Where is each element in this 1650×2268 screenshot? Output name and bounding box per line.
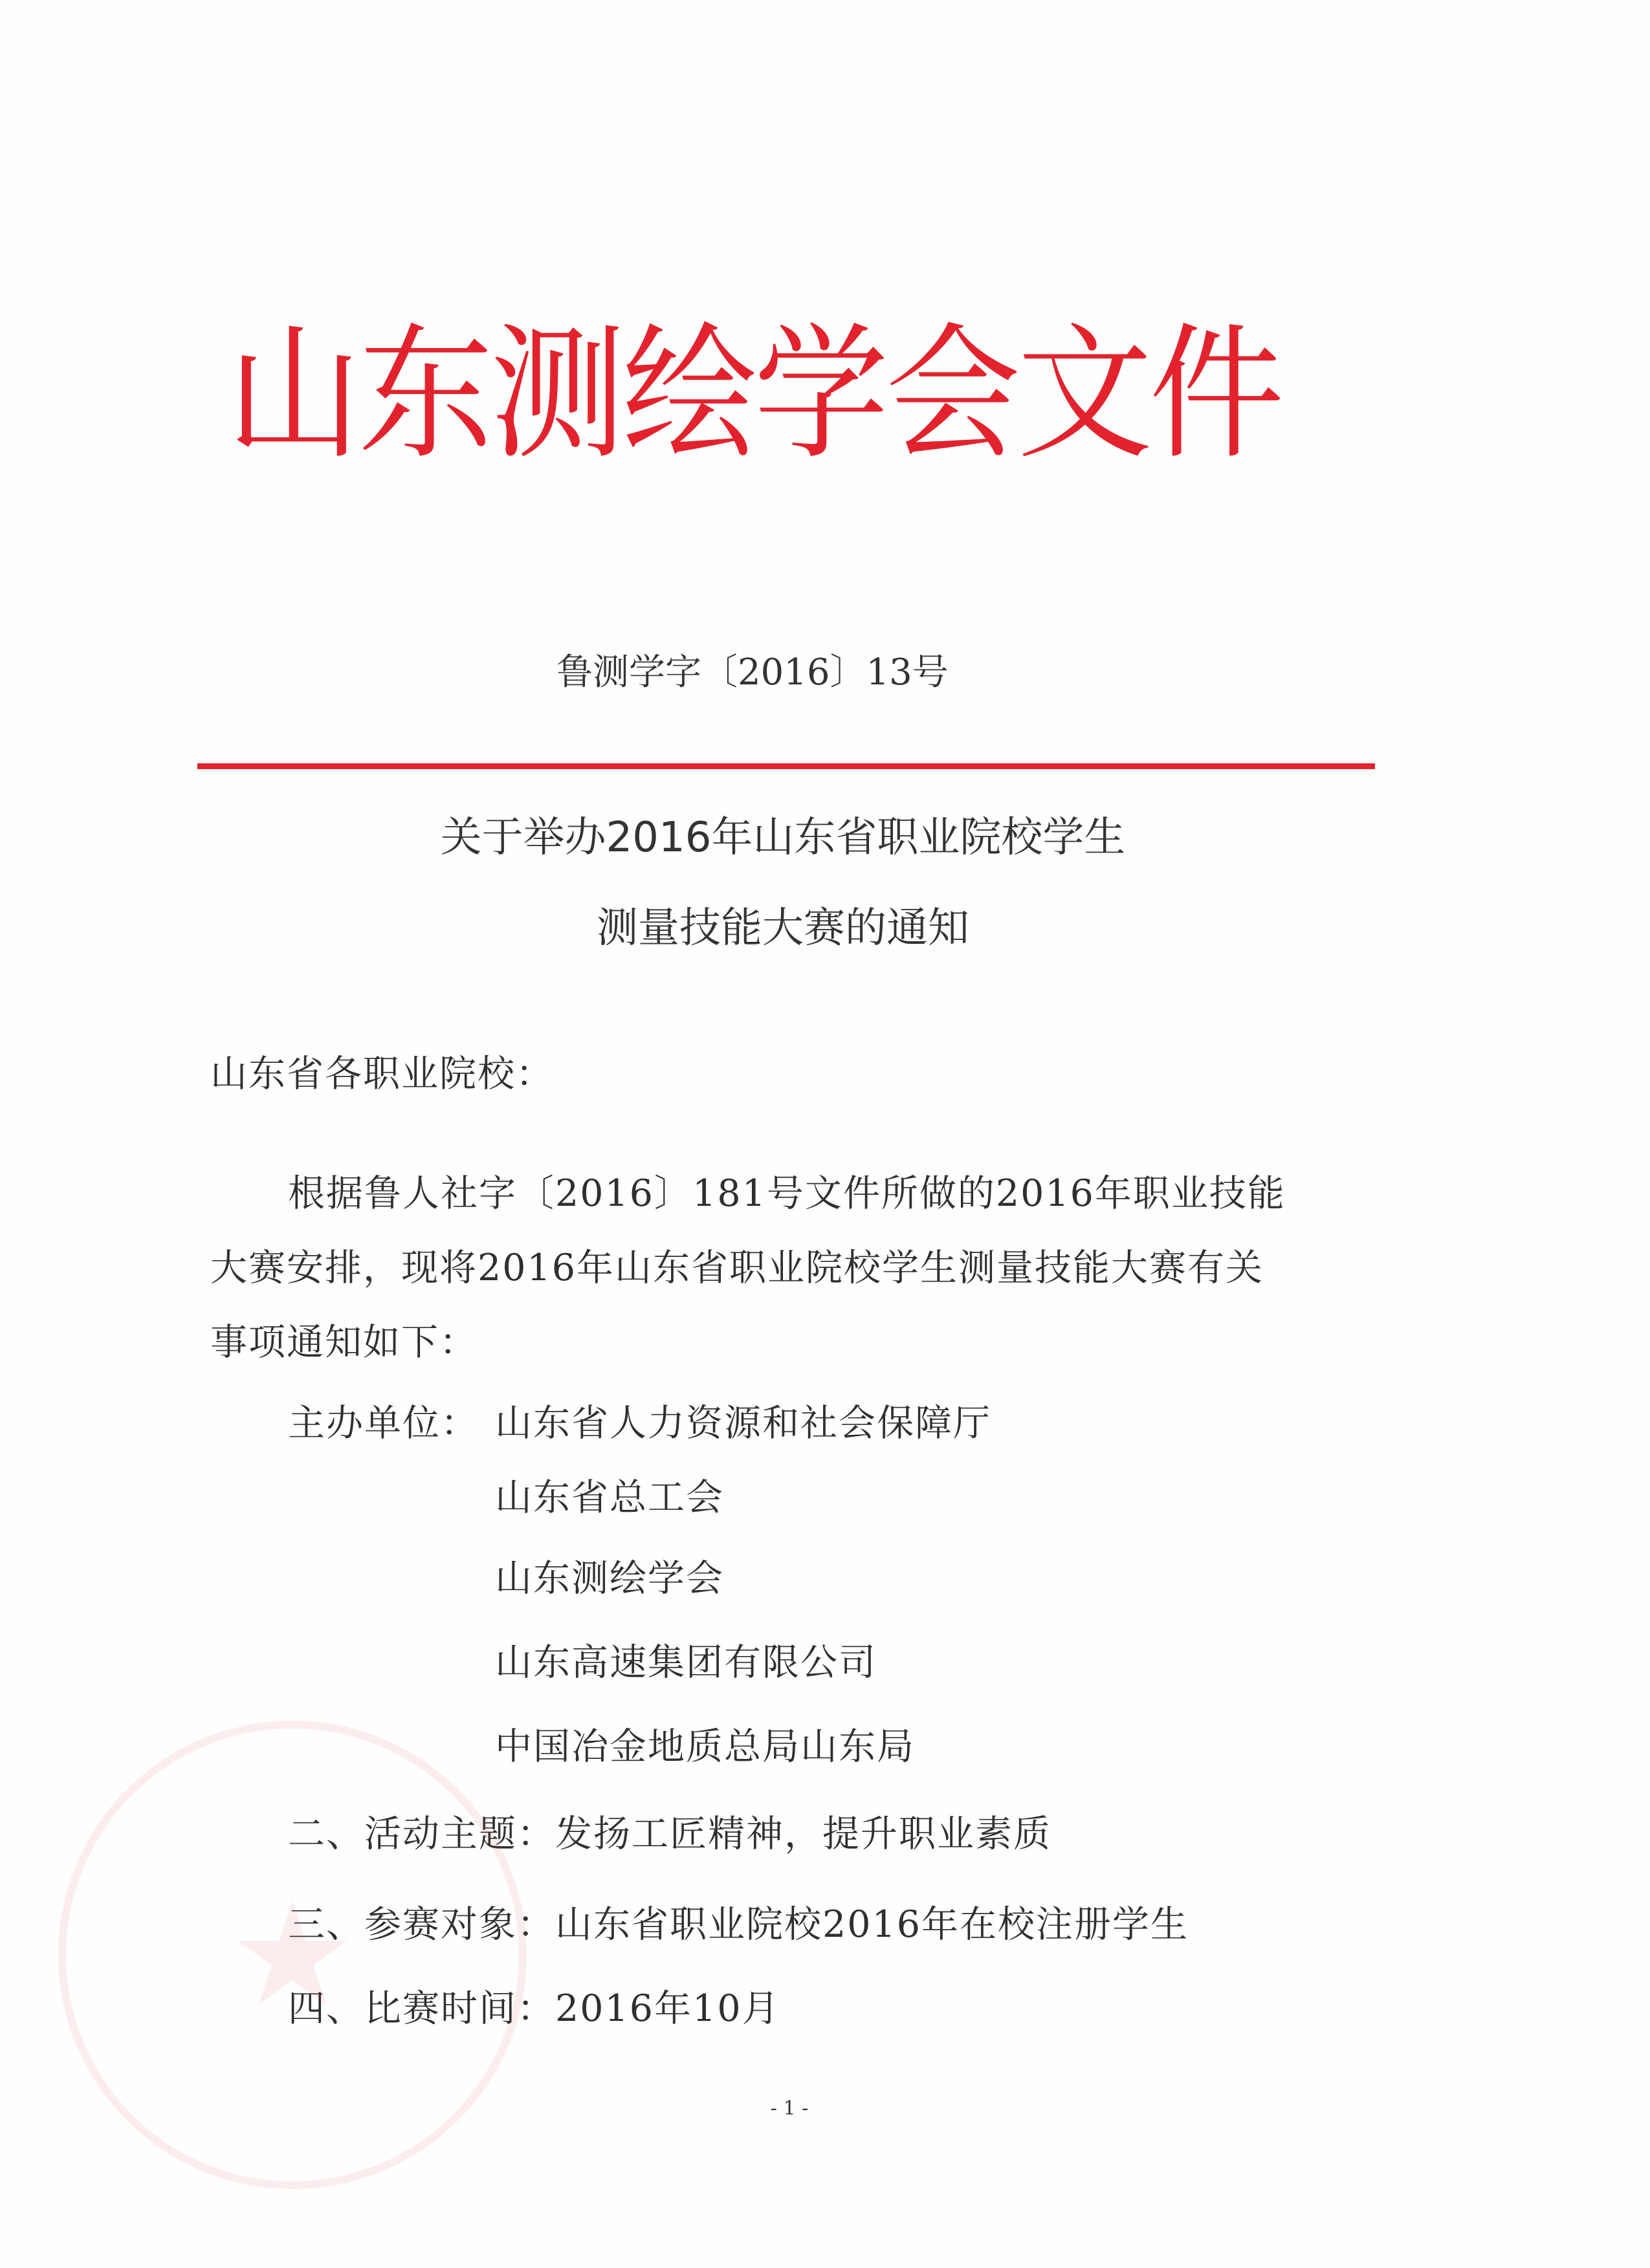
- page-number: - 1 -: [770, 2097, 809, 2120]
- document-header-title: 山东测绘学会文件: [226, 310, 1281, 479]
- section-participants: 三、参赛对象：山东省职业院校2016年在校注册学生: [288, 1903, 1189, 1946]
- notice-title-line-2: 测量技能大赛的通知: [597, 904, 969, 952]
- intro-line-3: 事项通知如下：: [210, 1321, 478, 1364]
- faint-seal-stamp: [58, 1721, 527, 2189]
- notice-title-line-1: 关于举办2016年山东省职业院校学生: [440, 814, 1126, 862]
- intro-line-1: 根据鲁人社字〔2016〕181号文件所做的2016年职业技能: [288, 1172, 1286, 1215]
- organizer-item: 山东省总工会: [495, 1476, 724, 1519]
- star-icon: ★: [228, 1872, 357, 2038]
- document-number: 鲁测学字〔2016〕13号: [556, 651, 949, 693]
- salutation: 山东省各职业院校：: [210, 1052, 554, 1095]
- section-time: 四、比赛时间：2016年10月: [288, 1987, 780, 2030]
- organizer-item: 山东省人力资源和社会保障厅: [495, 1402, 991, 1445]
- section-theme: 二、活动主题：发扬工匠精神，提升职业素质: [288, 1813, 1051, 1855]
- organizer-item: 中国冶金地质总局山东局: [495, 1725, 915, 1768]
- organizers-label: 主办单位：: [288, 1402, 479, 1445]
- intro-line-2: 大赛安排，现将2016年山东省职业院校学生测量技能大赛有关: [210, 1247, 1264, 1289]
- organizer-item: 山东测绘学会: [495, 1557, 724, 1600]
- header-divider: [197, 763, 1375, 769]
- organizer-item: 山东高速集团有限公司: [495, 1641, 877, 1684]
